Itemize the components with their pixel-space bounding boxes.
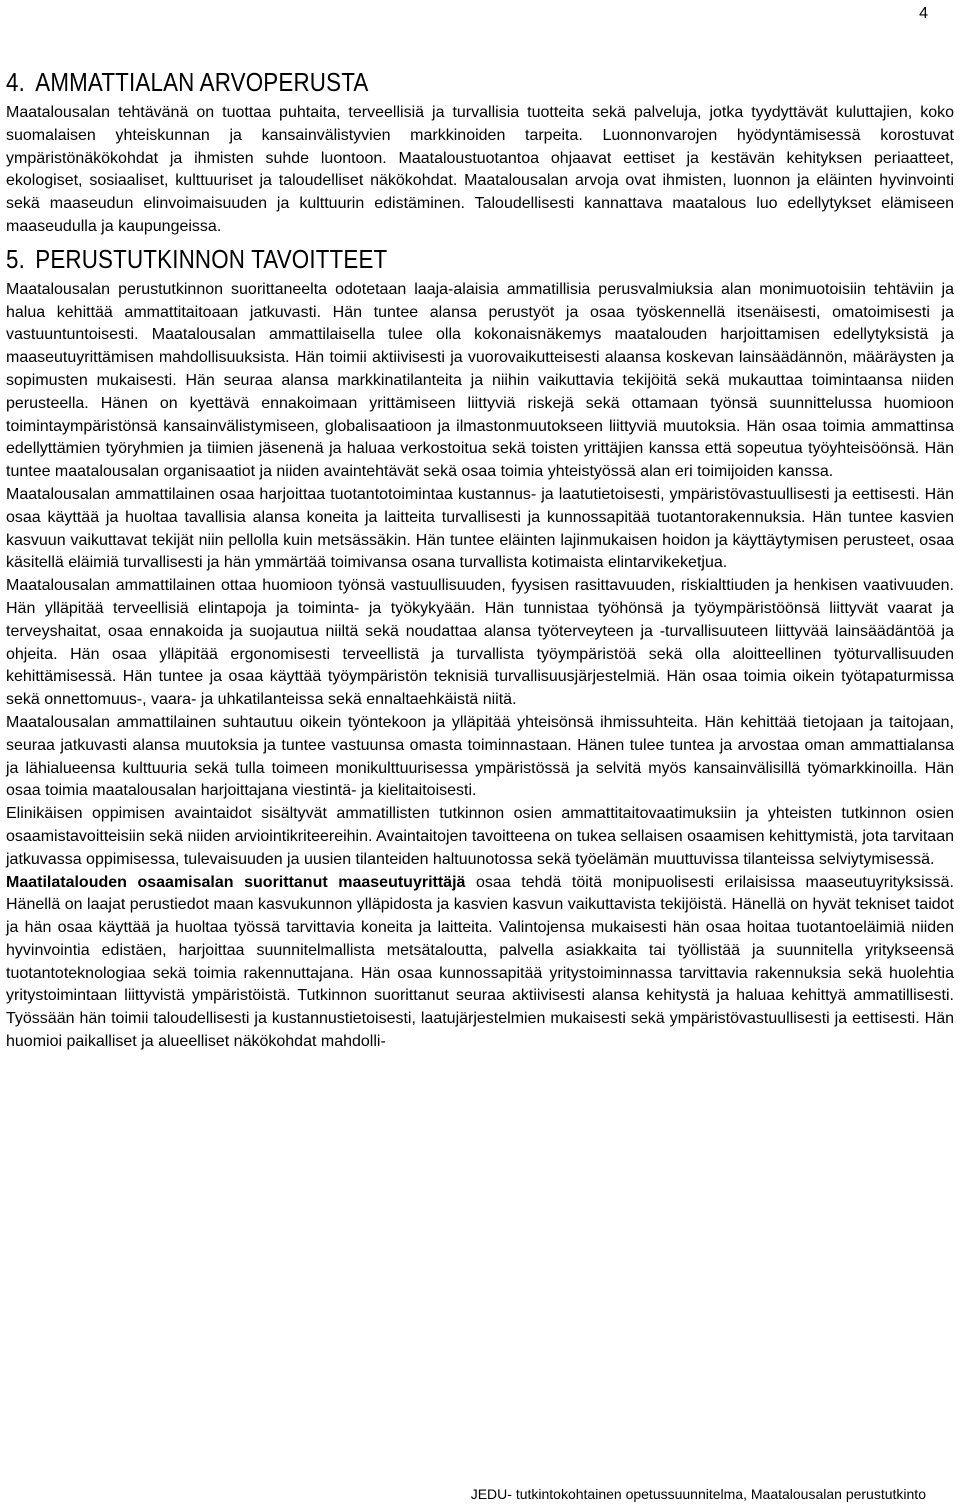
section-5-number: 5.	[6, 243, 26, 274]
section-5-title: PERUSTUTKINNON TAVOITTEET	[35, 243, 388, 274]
section-5-paragraph: Elinikäisen oppimisen avaintaidot sisältyvät ammatillisten tutkinnon osien ammattitaitovaatimuksiin ja yhteisten tutkinnon osien osaamistavoitteisiin sekä niiden arviointikriteereihin. Avaintaitojen tavoitteena on tukea sellaisen osaamisen kehittymistä, jota tarvitaan jatkuvassa oppimisessa, tulevaisuuden ja uusien tilanteiden haltuunotossa sekä työelämän muuttuvissa tilanteissa selviytymisessä.	[6, 805, 954, 868]
section-4-title: AMMATTIALAN ARVOPERUSTA	[35, 67, 369, 97]
section-5-heading	[6, 239, 821, 279]
section-5-paragraph: Maatalousalan ammattilainen suhtautuu oikein työntekoon ja ylläpitää yhteisönsä ihmissuhteita. Hän kehittää tietojaan ja taitojaan, seuraa jatkuvasti alansa muutoksia ja tuntee vastuunsa omasta toiminnastaan. Hänen tulee tuntea ja arvostaa oman ammattialansa ja lähialueensa kulttuuria sekä tulla toimeen monikulttuurisessa ympäristössä ja selvitä myös kansainvälisillä työmarkkinoilla. Hän osaa toimia maatalousalan harjoittajana viestintä- ja kielitaitoisesti.	[6, 713, 954, 800]
document-body	[6, 62, 954, 1054]
section-5-paragraph: Maatalousalan ammattilainen osaa harjoittaa tuotantotoimintaa kustannus- ja laatutietoisesti, ympäristövastuullisesti ja eettisesti. Hän osaa käyttää ja huoltaa tavallisia alansa koneita ja laitteita turvallisesti ja kunnossapitää tuotantorakennuksia. Hän tuntee kasvien kasvuun vaikuttavat tekijät niin pellolla kuin metsässäkin. Hän tuntee eläinten lajinmukaisen hoidon ja käyttäytymisen perusteet, osaa käsitellä eläimiä turvallisesti ja hän ymmärtää toimivansa osana turvallista kotimaista elintarvikeketjua.	[6, 485, 954, 572]
qualification-title-bold: Maatilatalouden osaamisalan suorittanut maaseutuyrittäjä	[6, 873, 466, 891]
section-5-paragraph: Maatalousalan perustutkinnon suorittaneelta odotetaan laaja-alaisia ammatillisia perusvalmiuksia alan monimuotoisiin tehtäviin ja halua kehittää ammattitaitoaan jatkuvasti. Hän tuntee alansa perustyöt ja osaa työskennellä itsenäisesti, omatoimisesti ja vastuuntuntoisesti. Maatalousalan ammattilaisella tulee olla kokonaisnäkemys maatalouden harjoittamisen edellytyksistä ja maaseutuyrittämisen mahdollisuuksista. Hän toimii aktiivisesti ja vuorovaikutteisesti alaansa koskevan lainsäädännön, määräysten ja sopimusten mukaisesti. Hän seuraa alansa markkinatilanteita ja niihin vaikuttavia tekijöitä sekä mukauttaa toimintaansa niiden perusteella. Hänen on kyettävä ennakoimaan yrittämiseen liittyviä riskejä sekä ottamaan työnsä suunnittelussa huomioon toimintaympäristönsä kansainvälistymiseen, globalisaatioon ja ilmastonmuutokseen liittyviä muutoksia. Hän osaa toimia ammattinsa edellyttämien työryhmien ja tiimien jäsenenä ja haluaa verkostoitua sekä toisten yrittäjien kanssa että sopeutua työyhteisöönsä. Hän tuntee maatalousalan organisaatiot ja niiden avaintehtävät sekä osaa toimia yhteistyössä alan eri toimijoiden kanssa.	[6, 280, 954, 481]
section-4-heading	[6, 62, 821, 102]
page-number: 4	[919, 5, 928, 22]
section-4-number: 4.	[6, 67, 26, 97]
section-5-paragraph: Maatalousalan ammattilainen ottaa huomioon työnsä vastuullisuuden, fyysisen rasittavuuden, riskialttiuden ja henkisen vaativuuden. Hän ylläpitää terveellisiä elintapoja ja toiminta- ja työkykyään. Hän tunnistaa työhönsä ja työympäristöönsä liittyvät vaarat ja terveyshaitat, osaa ennakoida ja suojautua niiltä sekä noudattaa alansa työterveyteen ja -turvallisuuteen liittyvää lainsäädäntöä ja ohjeita. Hän osaa ylläpitää ergonomisesti terveellistä ja turvallista työympäristöä sekä olla aloitteellinen työturvallisuuden kehittämisessä. Hän tuntee ja osaa käyttää työympäristön teknisiä turvallisuusjärjestelmiä. Hän osaa toimia oikein työtapaturmissa sekä onnettomuus-, vaara- ja uhkatilanteissa sekä ennaltaehkäistä niitä.	[6, 577, 954, 709]
qualification-description: osaa tehdä töitä monipuolisesti erilaisissa maaseutuyrityksissä. Hänellä on laajat perustiedot maan kasvukunnon ylläpidosta ja kasvien kasvun vaikuttavista tekijöistä. Hänellä on hyvät tekniset taidot ja hän osaa käyttää ja huoltaa työssä tarvittavia koneita ja laitteita. Valintojensa mukaisesti hän osaa hoitaa tuotantoeläimiä niiden hyvinvointia edistäen, harjoittaa suunnitelmallista metsätaloutta, palvella asiakkaita tai työllistää ja suunnitella yritykseensä tuotantoteknologiaa sekä toimia rakennuttajana. Hän osaa kunnossapitää yritystoiminnassa tarvittavia rakennuksia sekä huolehtia yritystoimintaan liittyvistä ympäristöistä. Tutkinnon suorittanut seuraa aktiivisesti alansa kehitystä ja haluaa kehittyä ammatillisesti. Työssään hän toimii taloudellisesti ja kustannustietoisesti, laatujärjestelmien mukaisesti sekä ympäristövastuullisesti ja eettisesti. Hän huomioi paikalliset ja alueelliset näkökohdat mahdolli-	[6, 873, 955, 1051]
section-5-last-paragraph	[6, 872, 954, 1054]
section-4-paragraph: Maatalousalan tehtävänä on tuottaa puhtaita, terveellisiä ja turvallisia tuotteita sekä palveluja, jotka tyydyttävät kuluttajien, koko suomalaisen yhteiskunnan ja kansainvälistyvien markkinoiden tarpeita. Luonnonvarojen hyödyntämisessä korostuvat ympäristönäkökohdat ja ihmisten suhde luontoon. Maataloustuotantoa ohjaavat eettiset ja kestävän kehityksen periaatteet, ekologiset, sosiaaliset, kulttuuriset ja taloudelliset näkökohdat. Maatalousalan arvoja ovat ihmisten, luonnon ja eläinten hyvinvointi sekä maaseudun elinvoimaisuuden ja kulttuurin edistäminen. Taloudellisesti kannattava maatalous luo edellytykset elämiseen maaseudulla ja kaupungeissa.	[6, 104, 954, 235]
page-footer: JEDU- tutkintokohtainen opetussuunnitelma, Maatalousalan perustutkinto	[470, 1486, 926, 1502]
